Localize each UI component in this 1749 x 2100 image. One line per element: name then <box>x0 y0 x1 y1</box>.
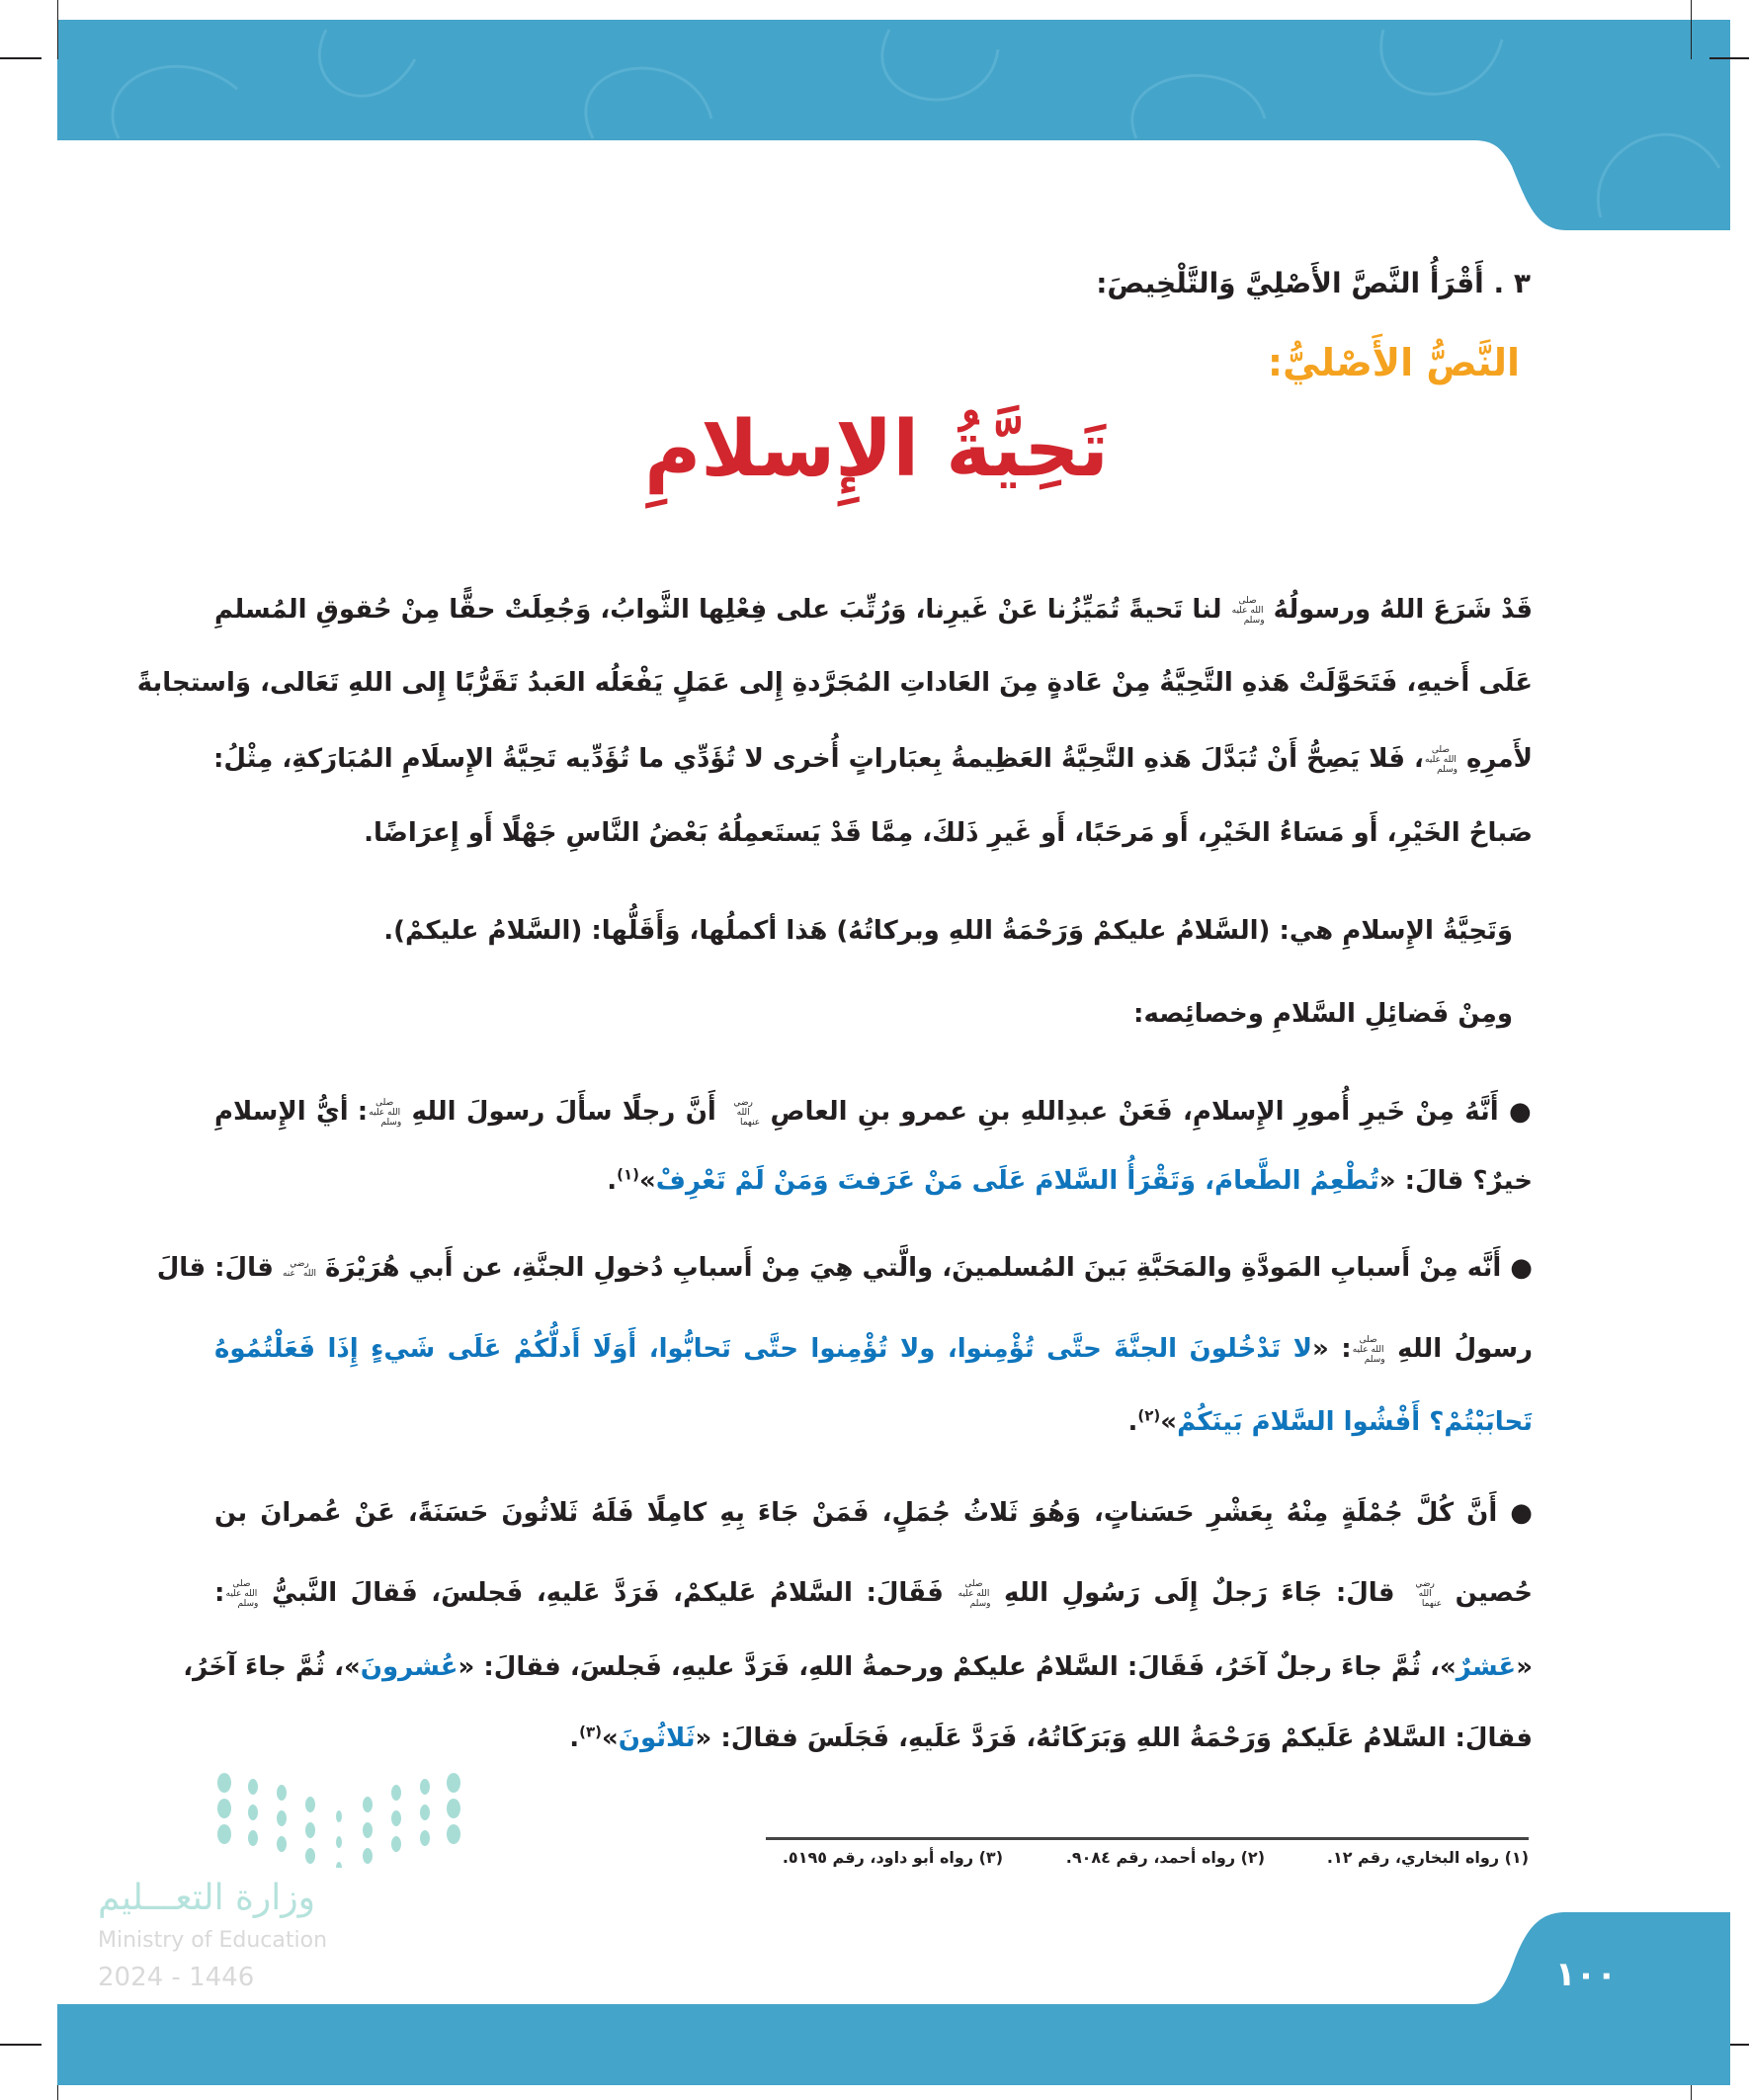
logo-dot <box>420 1779 430 1795</box>
logo-dot <box>447 1824 460 1844</box>
text-segment: حُصين <box>1442 1578 1534 1608</box>
text-line <box>214 1475 1533 1551</box>
page-number: ١٠٠ <box>1554 1955 1618 1994</box>
logo-dot <box>248 1779 258 1795</box>
text-segment: » <box>1160 1407 1178 1437</box>
text-segment: وَتَحِيَّةُ الإِسلامِ هي: (السَّلامُ عليكمْ وَرَحْمَةُ اللهِ وبركاتُهُ) هَذا أكملُها، وَأَقَلُّها: (السَّلامُ عليكمْ). <box>383 916 1513 946</box>
text-line <box>214 976 1513 1051</box>
text-segment: قالَ: قالَ <box>156 1253 283 1283</box>
logo-dot <box>336 1836 342 1848</box>
logo-dot <box>420 1805 430 1820</box>
hadith-quote: لا تَدْخُلونَ الجنَّةَ حتَّى تُؤْمِنوا، ولا تُؤْمِنوا حتَّى تَحابُّوا، أَوَلَا أَدلُّكُمْ عَلَى شَيءٍ إِذَا فَعَلْتُمُوهُ <box>214 1334 1312 1364</box>
text-segment: خيرٌ؟ قالَ: « <box>1378 1166 1533 1196</box>
logo-dot <box>363 1797 373 1812</box>
crop-mark <box>57 0 58 59</box>
text-segment: فَقَالَ: السَّلامُ عَليكمْ، فَرَدَّ عَليهِ، فَجلسَ، فَقالَ النَّبيُّ <box>258 1578 958 1608</box>
ministry-logo-icon <box>212 1769 469 1868</box>
text-line <box>214 893 1513 968</box>
section-heading: ٣ . أَقْرَأُ النَّصَّ الأَصْلِيَّ وَالتَّلْخِيصَ: <box>1096 267 1531 299</box>
honorific-icon: صلى الله عليه وسلم <box>225 1578 259 1609</box>
text-segment: ، فَلا يَصِحُّ أَنْ تُبَدَّلَ هَذهِ التَّحِيَّةُ العَظِيمةُ بِعبَاراتٍ أُخرى لا تُؤَدِّي ما تُؤَدِّيه تَحِيَّةُ الإِسلَامِ المُبَارَكةِ، مِثْلُ: <box>213 744 1424 774</box>
logo-dot <box>363 1822 373 1838</box>
text-segment: فقالَ: السَّلامُ عَلَيكمْ وَرَحْمَةُ اللهِ وَبَرَكَاتُهُ، فَرَدَّ عَلَيهِ، فَجَلَسَ فقالَ: « <box>695 1723 1533 1753</box>
text-segment: لنا تَحيةً تُمَيِّزُنا عَنْ غَيرِنا، وَرُتِّبَ على فِعْلِها الثَّوابُ، وَجُعِلَتْ حقًّا مِنْ حُقوقِ المُسلمِ <box>214 595 1231 625</box>
logo-dot <box>420 1830 430 1846</box>
logo-dot <box>336 1862 342 1868</box>
text-segment: قَدْ شَرَعَ اللهُ ورسولُهُ <box>1264 595 1533 625</box>
hadith-quote: تُطْعِمُ الطَّعامَ، وَتَقْرَأُ السَّلامَ عَلَى مَنْ عَرَفتَ وَمَنْ لَمْ تَعْرِفْ <box>655 1166 1379 1196</box>
honorific-icon: صلى الله عليه وسلم <box>958 1578 991 1609</box>
honorific-icon: رضي الله عنهما <box>1415 1578 1443 1609</box>
lesson-title: تَحِيَّةُ الإِسلامِ <box>644 405 1109 494</box>
footnote-rule <box>766 1837 1529 1840</box>
edition-year: 2024 - 1446 <box>98 1963 255 1992</box>
text-segment: رسولُ اللهِ <box>1384 1334 1533 1364</box>
logo-dot <box>248 1805 258 1820</box>
text-segment: ومِنْ فَضائِلِ السَّلامِ وخصائِصه: <box>1133 999 1513 1029</box>
text-segment: أَنَّ رجلًا سأَلَ رسولَ اللهِ <box>401 1097 727 1127</box>
footnote-ref: (٢) <box>1137 1406 1161 1425</box>
logo-dot <box>217 1824 231 1844</box>
text-line <box>183 1630 1533 1705</box>
text-line <box>214 1385 1533 1460</box>
honorific-icon: صلى الله عليه وسلم <box>1425 744 1458 775</box>
footnote-3: (٣) رواه أبو داود، رقم ٥١٩٥. <box>782 1848 1003 1867</box>
honorific-icon: صلى الله عليه وسلم <box>1352 1334 1385 1365</box>
footer-band <box>0 1897 1749 2100</box>
logo-dot <box>447 1799 460 1818</box>
logo-dot <box>305 1822 315 1838</box>
ministry-name-english: Ministry of Education <box>98 1928 328 1953</box>
logo-dot <box>217 1799 231 1818</box>
footnote-ref: (٣) <box>579 1722 602 1741</box>
crop-mark <box>1691 0 1692 59</box>
footnote-2: (٢) رواه أحمد، رقم ٩٠٨٤. <box>1065 1848 1265 1867</box>
logo-dot <box>391 1836 401 1852</box>
footnote-1: (١) رواه البخاري، رقم ١٢. <box>1326 1848 1529 1867</box>
honorific-icon: صلى الله عليه وسلم <box>369 1097 402 1128</box>
hadith-quote: عُشرونَ <box>360 1652 458 1682</box>
logo-dot <box>248 1830 258 1846</box>
hadith-quote: ثَلاثُونَ <box>618 1723 696 1753</box>
text-segment: صَباحُ الخَيْرِ، أَو مَسَاءُ الخَيْرِ، أَو مَرحَبًا، أَو غَيرِ ذَلكَ، مِمَّا قَدْ يَستَعمِلُهُ بَعْضُ النَّاسِ جَهْلًا أَو إِعرَاضًا. <box>364 818 1533 848</box>
text-segment: عَلَى أَخيهِ، فَتَحَوَّلَتْ هَذهِ التَّحِيَّةُ مِنْ عَادةٍ مِنَ العَاداتِ المُجَرَّدةِ إِلى عَمَلٍ يَفْعَلُه العَبدُ تَقَرُّبًا إِلى اللهِ تَعَالى، وَاستجابةً <box>136 668 1533 698</box>
logo-dot <box>277 1785 287 1801</box>
ministry-name-arabic: وزارة التعـــليم <box>98 1878 316 1918</box>
text-line <box>214 1555 1533 1631</box>
honorific-icon: رضي الله عنه <box>282 1258 316 1279</box>
text-segment: : أيُّ الإِسلامِ <box>214 1097 369 1127</box>
text-line <box>214 796 1533 871</box>
crop-mark <box>0 57 42 59</box>
text-segment: » <box>601 1723 619 1753</box>
text-line <box>214 1701 1533 1776</box>
logo-dot <box>217 1773 231 1793</box>
header-band <box>0 0 1749 247</box>
text-segment: لأَمرِهِ <box>1457 744 1533 774</box>
text-segment: ● أَنَّهُ مِنْ خَيرِ أُمورِ الإِسلامِ، فَعَنْ عبدِاللهِ بنِ عمرو بنِ العاصِ <box>760 1097 1533 1127</box>
text-segment: »، ثُمَّ جاءَ رجلٌ آخَرُ، فَقَالَ: السَّلامُ عليكمْ ورحمةُ اللهِ، فَرَدَّ عليهِ، فَجلسَ، فقالَ: « <box>458 1652 1457 1682</box>
logo-dot <box>391 1810 401 1826</box>
text-segment: »، ثُمَّ جاءَ آخَرُ، <box>183 1652 361 1682</box>
text-line <box>214 721 1533 797</box>
text-segment: . <box>1127 1407 1138 1437</box>
logo-dot <box>277 1810 287 1826</box>
text-segment: ● أَنَّه مِنْ أَسبابِ المَودَّةِ والمَحَبَّةِ بَينَ المُسلمينَ، والَّتي هِيَ مِنْ أَسبابِ دُخولِ الجنَّةِ، عن أَبي هُرَيْرَةَ <box>315 1253 1533 1283</box>
crop-mark <box>1709 57 1749 59</box>
text-line <box>136 645 1533 720</box>
logo-dot <box>391 1785 401 1801</box>
honorific-icon: صلى الله عليه وسلم <box>1231 595 1265 626</box>
honorific-icon: رضي الله عنهما <box>733 1097 761 1128</box>
text-line <box>214 1143 1533 1218</box>
text-line <box>214 1311 1533 1386</box>
hadith-quote: عَشرٌ <box>1456 1652 1517 1682</box>
text-segment: : <box>214 1578 225 1608</box>
text-segment: » <box>639 1166 656 1196</box>
logo-dot <box>277 1836 287 1852</box>
logo-dot <box>305 1848 315 1864</box>
text-segment: « <box>1516 1652 1533 1682</box>
text-line <box>214 1074 1533 1149</box>
original-text-label: النَّصُّ الأَصْليُّ: <box>1267 341 1520 384</box>
hadith-quote: تَحابَبْتُمْ؟ أَفْشُوا السَّلامَ بَينَكُمْ <box>1177 1407 1533 1437</box>
logo-dot <box>363 1848 373 1864</box>
text-segment: . <box>607 1166 618 1196</box>
text-segment: . <box>569 1723 580 1753</box>
logo-dot <box>447 1773 460 1793</box>
logo-dot <box>305 1797 315 1812</box>
text-line <box>156 1230 1533 1305</box>
logo-dot <box>336 1810 342 1822</box>
text-segment: : « <box>1311 1334 1352 1364</box>
footnote-ref: (١) <box>617 1165 639 1184</box>
text-line <box>214 572 1533 647</box>
text-segment: قالَ: جَاءَ رَجلٌ إِلَى رَسُولِ اللهِ <box>990 1578 1409 1608</box>
text-segment: ● أَنَّ كُلَّ جُمْلَةٍ مِنْهُ بِعَشْرِ حَسَناتٍ، وَهُوَ ثَلاثُ جُمَلٍ، فَمَنْ جَاءَ بِهِ كامِلًا فَلَهُ ثَلاثُونَ حَسَنَةً، عَنْ عُمرانَ بن <box>214 1498 1533 1528</box>
